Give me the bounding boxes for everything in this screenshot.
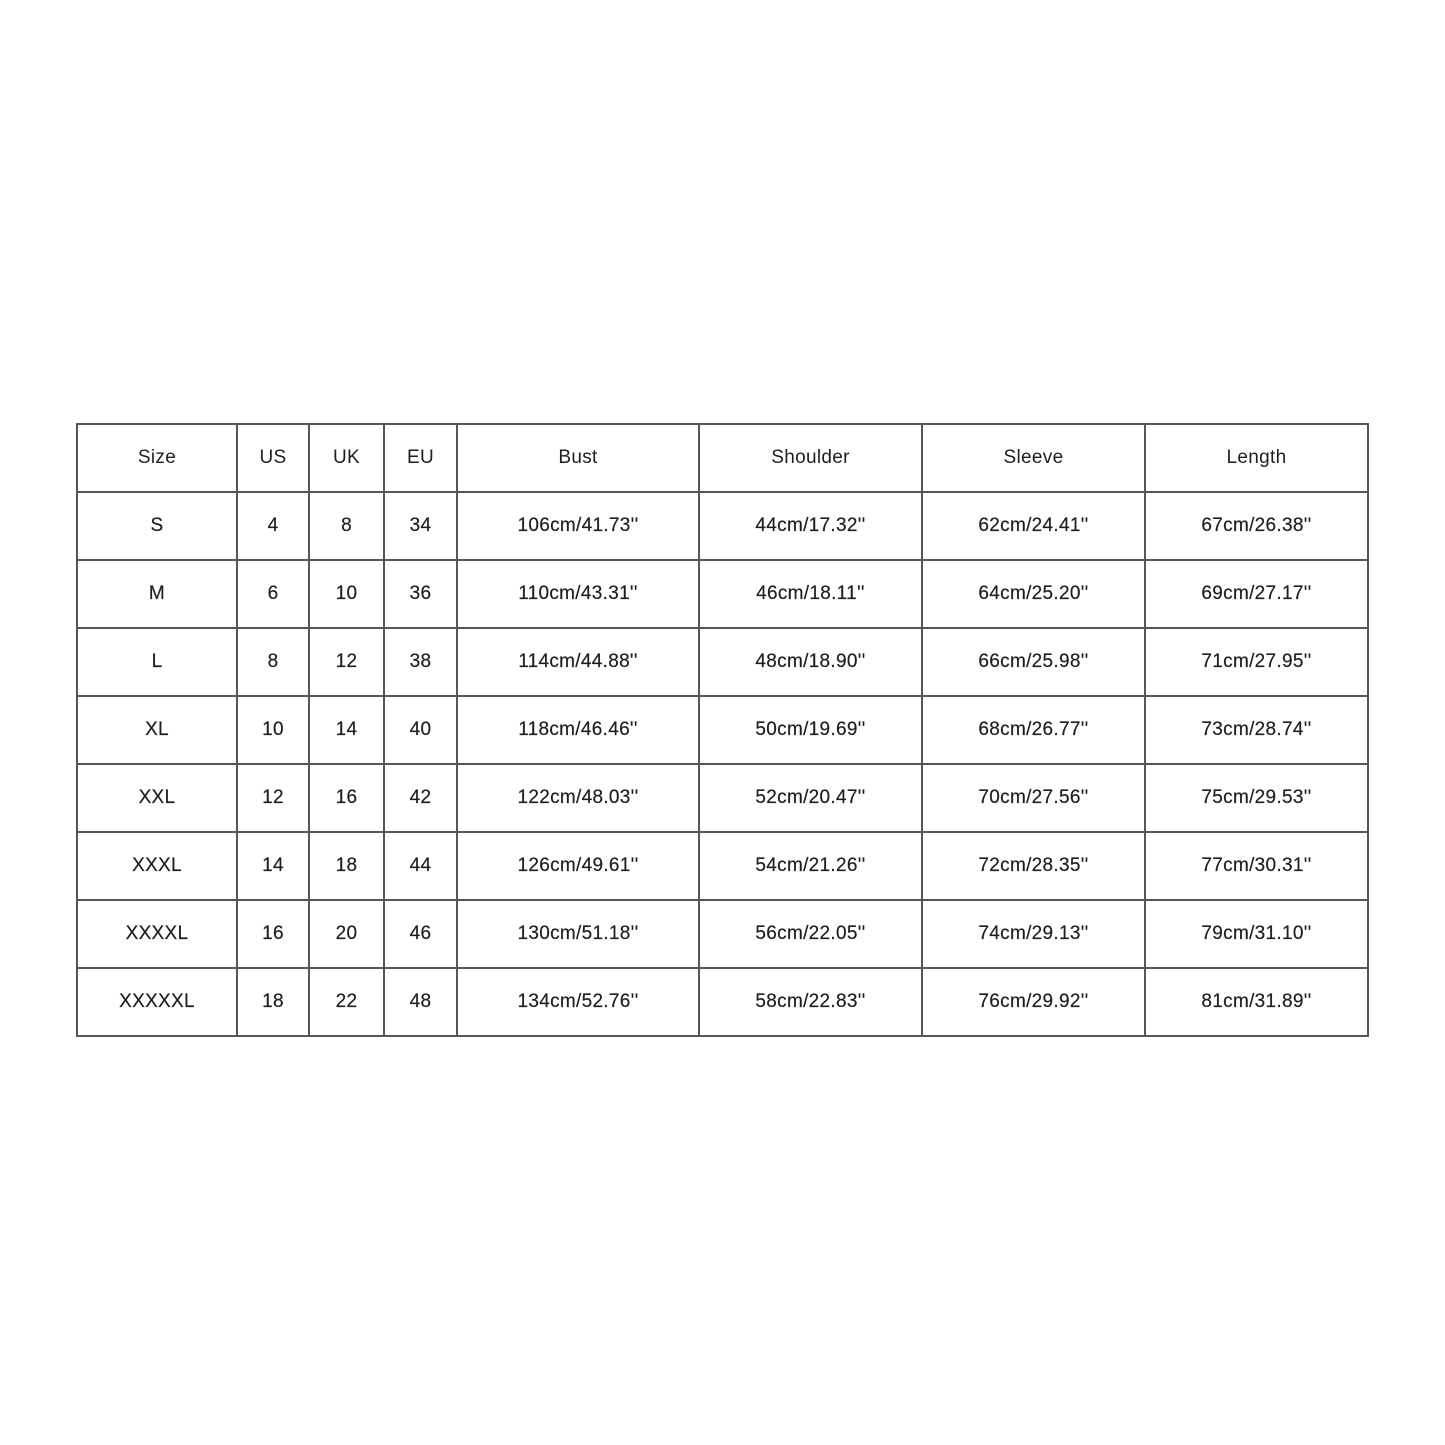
- table-row: [77, 628, 1368, 696]
- cell-size: XXXXXL: [77, 968, 237, 1036]
- cell-shoulder: 52cm/20.47'': [699, 764, 922, 832]
- cell-us: 8: [237, 628, 309, 696]
- header-cell-eu: EU: [384, 424, 457, 492]
- cell-sleeve: 70cm/27.56'': [922, 764, 1145, 832]
- table-row: [77, 560, 1368, 628]
- table-header: [77, 424, 1368, 492]
- cell-size: XL: [77, 696, 237, 764]
- cell-shoulder: 46cm/18.11'': [699, 560, 922, 628]
- cell-bust: 122cm/48.03'': [457, 764, 699, 832]
- cell-shoulder: 50cm/19.69'': [699, 696, 922, 764]
- cell-bust: 114cm/44.88'': [457, 628, 699, 696]
- cell-us: 16: [237, 900, 309, 968]
- cell-us: 12: [237, 764, 309, 832]
- cell-us: 4: [237, 492, 309, 560]
- header-cell-bust: Bust: [457, 424, 699, 492]
- cell-eu: 42: [384, 764, 457, 832]
- cell-sleeve: 74cm/29.13'': [922, 900, 1145, 968]
- cell-bust: 130cm/51.18'': [457, 900, 699, 968]
- cell-eu: 38: [384, 628, 457, 696]
- cell-eu: 40: [384, 696, 457, 764]
- table-row: [77, 968, 1368, 1036]
- header-cell-shoulder: Shoulder: [699, 424, 922, 492]
- cell-uk: 8: [309, 492, 384, 560]
- table-row: [77, 696, 1368, 764]
- cell-uk: 20: [309, 900, 384, 968]
- cell-us: 10: [237, 696, 309, 764]
- cell-length: 77cm/30.31'': [1145, 832, 1368, 900]
- cell-sleeve: 76cm/29.92'': [922, 968, 1145, 1036]
- cell-size: L: [77, 628, 237, 696]
- header-cell-sleeve: Sleeve: [922, 424, 1145, 492]
- cell-uk: 18: [309, 832, 384, 900]
- cell-length: 67cm/26.38'': [1145, 492, 1368, 560]
- cell-eu: 46: [384, 900, 457, 968]
- cell-sleeve: 72cm/28.35'': [922, 832, 1145, 900]
- cell-bust: 110cm/43.31'': [457, 560, 699, 628]
- cell-bust: 126cm/49.61'': [457, 832, 699, 900]
- cell-bust: 106cm/41.73'': [457, 492, 699, 560]
- cell-us: 6: [237, 560, 309, 628]
- cell-uk: 16: [309, 764, 384, 832]
- header-cell-us: US: [237, 424, 309, 492]
- cell-length: 73cm/28.74'': [1145, 696, 1368, 764]
- cell-shoulder: 54cm/21.26'': [699, 832, 922, 900]
- table-row: [77, 832, 1368, 900]
- size-chart-table: [76, 423, 1369, 1037]
- cell-size: S: [77, 492, 237, 560]
- header-cell-uk: UK: [309, 424, 384, 492]
- cell-eu: 36: [384, 560, 457, 628]
- header-row: [77, 424, 1368, 492]
- cell-size: XXL: [77, 764, 237, 832]
- cell-length: 71cm/27.95'': [1145, 628, 1368, 696]
- header-cell-length: Length: [1145, 424, 1368, 492]
- cell-us: 18: [237, 968, 309, 1036]
- table-row: [77, 492, 1368, 560]
- table-row: [77, 900, 1368, 968]
- cell-length: 79cm/31.10'': [1145, 900, 1368, 968]
- cell-sleeve: 68cm/26.77'': [922, 696, 1145, 764]
- cell-bust: 134cm/52.76'': [457, 968, 699, 1036]
- cell-eu: 34: [384, 492, 457, 560]
- cell-length: 69cm/27.17'': [1145, 560, 1368, 628]
- cell-size: M: [77, 560, 237, 628]
- table-row: [77, 764, 1368, 832]
- cell-shoulder: 44cm/17.32'': [699, 492, 922, 560]
- cell-eu: 44: [384, 832, 457, 900]
- cell-sleeve: 64cm/25.20'': [922, 560, 1145, 628]
- cell-sleeve: 66cm/25.98'': [922, 628, 1145, 696]
- table-body: [77, 492, 1368, 1036]
- cell-sleeve: 62cm/24.41'': [922, 492, 1145, 560]
- cell-size: XXXL: [77, 832, 237, 900]
- cell-shoulder: 58cm/22.83'': [699, 968, 922, 1036]
- cell-uk: 22: [309, 968, 384, 1036]
- cell-length: 81cm/31.89'': [1145, 968, 1368, 1036]
- cell-shoulder: 56cm/22.05'': [699, 900, 922, 968]
- header-cell-size: Size: [77, 424, 237, 492]
- cell-uk: 12: [309, 628, 384, 696]
- cell-uk: 14: [309, 696, 384, 764]
- cell-eu: 48: [384, 968, 457, 1036]
- cell-uk: 10: [309, 560, 384, 628]
- cell-length: 75cm/29.53'': [1145, 764, 1368, 832]
- cell-us: 14: [237, 832, 309, 900]
- cell-size: XXXXL: [77, 900, 237, 968]
- cell-bust: 118cm/46.46'': [457, 696, 699, 764]
- cell-shoulder: 48cm/18.90'': [699, 628, 922, 696]
